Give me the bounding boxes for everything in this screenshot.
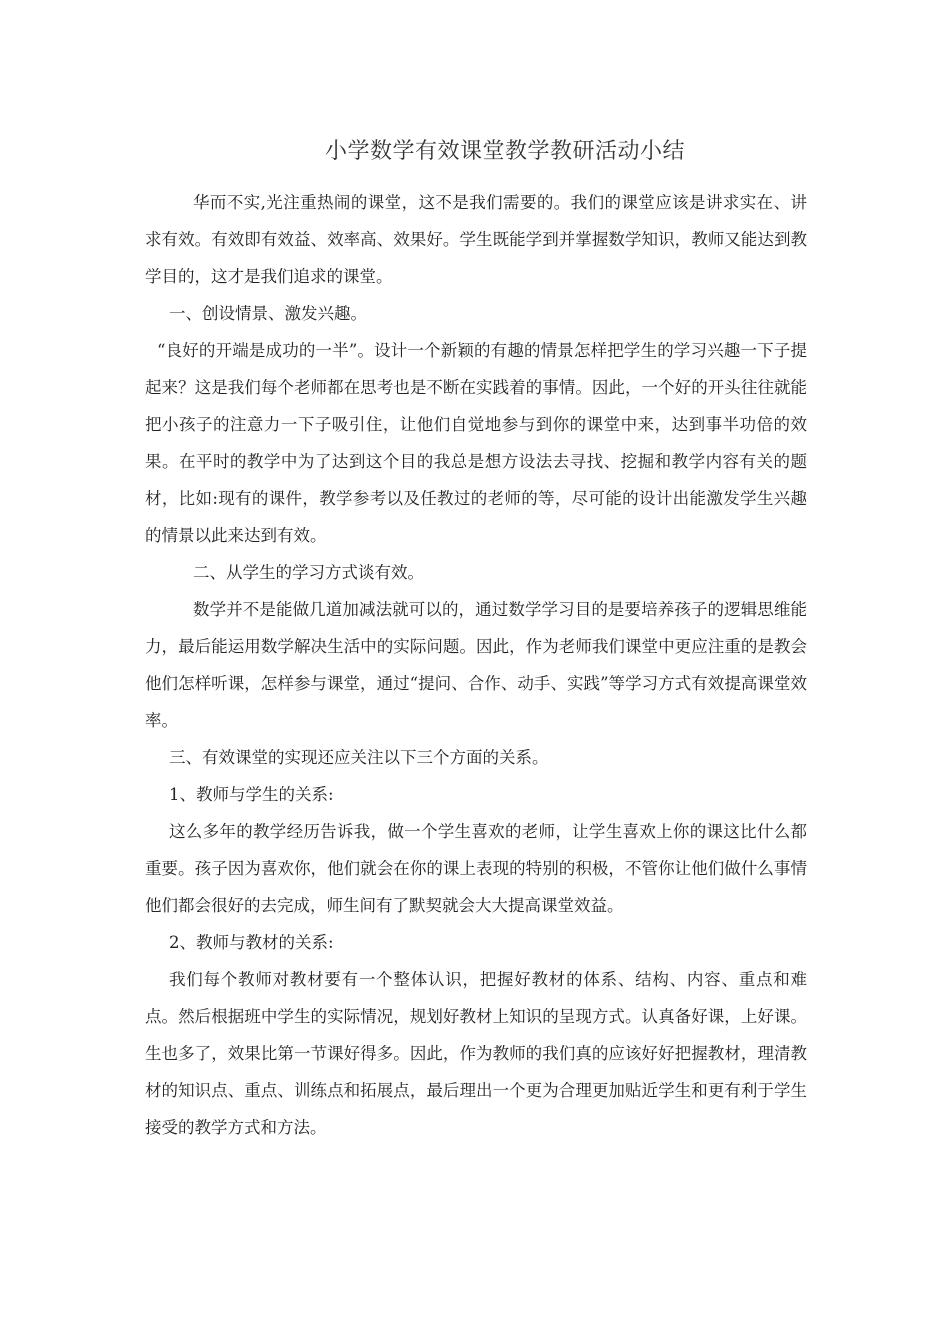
document-title: 小学数学有效课堂教学教研活动小结 (324, 139, 685, 164)
document-body (145, 184, 807, 1146)
paragraph-intro: 华而不实,光注重热闹的课堂，这不是我们需要的。我们的课堂应该是讲求实在、讲求有效。有效即有效益、效率高、效果好。学生既能学到并掌握数学知识，教师又能达到教学目的，这才是我们追求的课堂。 (145, 193, 807, 286)
heading-section-1: 一、创设情景、激发兴趣。 (169, 304, 367, 323)
paragraph-section-2: 数学并不是能做几道加减法就可以的，通过数学学习目的是要培养孩子的逻辑思维能力，最后能运用数学解决生活中的实际问题。因此，作为老师我们课堂中更应注重的是教会他们怎样听课，怎样参与课堂，通过“提问、合作、动手、实践”等学习方式有效提高课堂效率。 (145, 600, 807, 730)
heading-section-3: 三、有效课堂的实现还应关注以下三个方面的关系。 (169, 748, 549, 767)
paragraph-section-1: “良好的开端是成功的一半”。设计一个新颖的有趣的情景怎样把学生的学习兴趣一下子提起来？这是我们每个老师都在思考也是不断在实践着的事情。因此，一个好的开头往往就能把小孩子的注意力一下子吸引住，让他们自觉地参与到你的课堂中来，达到事半功倍的效果。在平时的教学中为了达到这个目的我总是想方设法去寻找、挖掘和教学内容有关的题材，比如:现有的课件，教学参考以及任教过的老师的等，尽可能的设计出能激发学生兴趣的情景以此来达到有效。 (145, 341, 807, 545)
heading-section-2: 二、从学生的学习方式谈有效。 (193, 563, 424, 582)
paragraph-subsection-1: 这么多年的教学经历告诉我，做一个学生喜欢的老师，让学生喜欢上你的课这比什么都重要。孩子因为喜欢你，他们就会在你的课上表现的特别的积极，不管你让他们做什么事情他们都会很好的去完成，师生间有了默契就会大大提高课堂效益。 (145, 822, 807, 915)
heading-subsection-1: 1、教师与学生的关系: (169, 785, 334, 804)
heading-subsection-2: 2、教师与教材的关系: (169, 933, 334, 952)
paragraph-subsection-2: 我们每个教师对教材要有一个整体认识，把握好教材的体系、结构、内容、重点和难点。然后根据班中学生的实际情况，规划好教材上知识的呈现方式。认真备好课，上好课。生也多了，效果比第一节课好得多。因此，作为教师的我们真的应该好好把握教材，理清教材的知识点、重点、训练点和拓展点，最后理出一个更为合理更加贴近学生和更有利于学生接受的教学方式和方法。 (145, 970, 807, 1137)
